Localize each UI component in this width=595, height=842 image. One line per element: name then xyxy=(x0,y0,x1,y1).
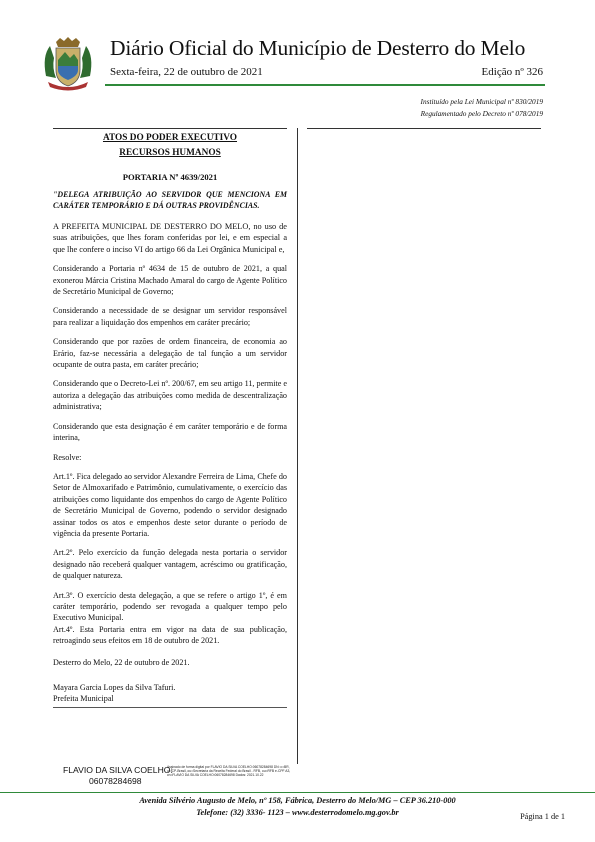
edition-number: Edição nº 326 xyxy=(481,66,543,78)
header-rule xyxy=(105,84,545,86)
newspaper-title: Diário Oficial do Município de Desterro do Melo xyxy=(110,36,526,60)
considerando-paragraph: Considerando que esta designação é em caráter temporário e de forma interina, xyxy=(53,421,287,443)
article-paragraph: Art.1º. Fica delegado ao servidor Alexandre Ferreira de Lima, Chefe do Setor de Almoxarifado e Patrimônio, cumulativamente, o exercício das atribuições como liquidante dos empenhos do cargo de Agente Político de Secretário Municipal de Governo, podendo o servidor designado assinar todos os atos e empenhos deste setor durante o período de vigência da presente Portaria. xyxy=(53,471,287,538)
considerando-paragraph: Considerando que por razões de ordem financeira, de economia ao Erário, faz-se necessária a delegação de tal função a um servidor ocupante de outra pasta, em caráter precário; xyxy=(53,337,287,370)
footer xyxy=(0,795,595,819)
digital-signature xyxy=(63,765,293,791)
considerando-paragraph: Considerando a Portaria nº 4634 de 15 de outubro de 2021, a qual exonerou Márcia Cristina Machado Amaral do cargo de Agente Político de Secretário Municipal de Governo; xyxy=(53,264,287,297)
section-subtitle: RECURSOS HUMANOS xyxy=(119,148,221,158)
left-column-rule xyxy=(53,128,287,129)
ementa: "DELEGA ATRIBUIÇÃO AO SERVIDOR QUE MENCIONA EM CARÁTER TEMPORÁRIO E DÁ OUTRAS PROVIDÊNCIAS. xyxy=(53,190,287,210)
article-paragraph: Art.3º. O exercício desta delegação, a que se refere o artigo 1º, é em caráter temporário, podendo ser revogada a qualquer tempo pelo Executivo Municipal. xyxy=(53,590,287,623)
signature-details: Assinado de forma digital por FLAVIO DA SILVA COELHO:06078284698 DN: c=BR, o=ICP-Brasil, ou=Secretaria da Receita Federal do Brasil - RFB, ou=RFB e-CPF A3, cn=FLAVIO DA SILVA COELHO:06078284698 Dados: 2021.10.22 xyxy=(167,765,291,777)
article-paragraph: Art.2º. Pelo exercício da função delegada nesta portaria o servidor designado não receberá qualquer vantagem, acréscimo ou gratificação, de qualquer natureza. xyxy=(53,548,287,581)
footer-rule xyxy=(0,792,595,793)
signer-role: Prefeita Municipal xyxy=(53,694,114,704)
considerando-paragraph: Considerando a necessidade de se designar um servidor responsável para realizar a liquidação dos empenhos em caráter precário; xyxy=(53,306,287,327)
place-date: Desterro do Melo, 22 de outubro de 2021. xyxy=(53,657,190,667)
article-paragraph: Art.4º. Esta Portaria entra em vigor na data de sua publicação, retroagindo seus efeitos em 18 de outubro de 2021. xyxy=(53,624,287,646)
signature-number: 06078284698 xyxy=(89,776,142,786)
page-number: Página 1 de 1 xyxy=(520,812,565,821)
masthead xyxy=(0,0,595,125)
right-column-rule xyxy=(307,128,541,129)
legal-basis xyxy=(421,96,543,120)
resolve-label: Resolve: xyxy=(53,452,82,462)
section-title: ATOS DO PODER EXECUTIVO xyxy=(102,133,238,143)
signer-name: Mayara Garcia Lopes da Silva Tafuri. xyxy=(53,683,176,692)
signature-rule xyxy=(53,707,287,708)
publication-date: Sexta-feira, 22 de outubro de 2021 xyxy=(110,66,263,78)
left-column xyxy=(53,131,287,711)
preamble-paragraph: A PREFEITA MUNICIPAL DE DESTERRO DO MELO, no uso de suas atribuições, que lhes foram conferidas por lei, e em especial a que lhe confere o inciso VI do artigo 66 da Lei Orgânica Municipal e, xyxy=(53,222,287,254)
coat-of-arms-icon xyxy=(38,36,98,94)
footer-contact: Telefone: (32) 3336- 1123 – www.desterrodomelo.mg.gov.br xyxy=(196,808,399,817)
portaria-number: PORTARIA Nº 4639/2021 xyxy=(122,172,218,182)
regulated-text: Regulamentado pelo Decreto nº 078/2019 xyxy=(420,109,543,118)
signature-name: FLAVIO DA SILVA COELHO: xyxy=(63,765,173,775)
column-divider xyxy=(297,128,298,764)
considerando-paragraph: Considerando que o Decreto-Lei nº. 200/67, em seu artigo 11, permite e autoriza a delegação das atribuições como medida de descentralização administrativa; xyxy=(53,379,287,412)
instituted-text: Instituído pela Lei Municipal nº 830/2019 xyxy=(420,97,543,106)
footer-address: Avenida Silvério Augusto de Melo, nº 158, Fábrica, Desterro do Melo/MG – CEP 36.210-000 xyxy=(139,796,456,805)
